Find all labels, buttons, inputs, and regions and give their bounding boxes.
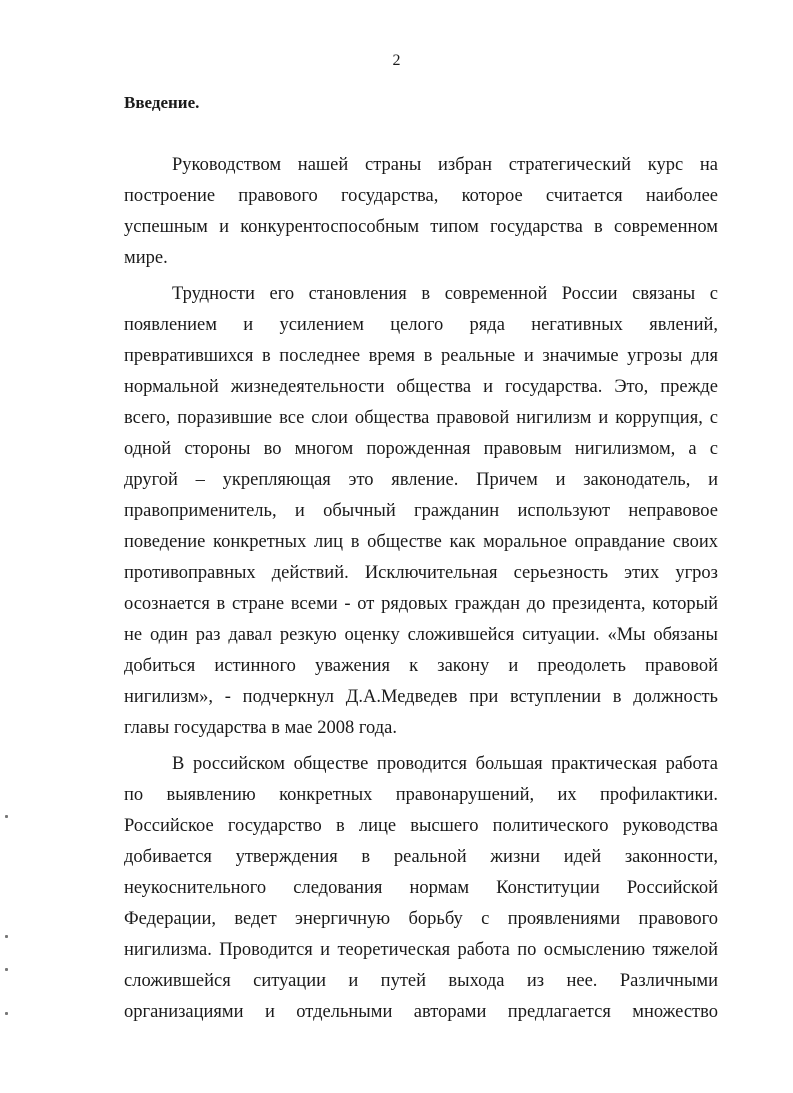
section-heading: Введение. [124,93,200,112]
text-line: организациями и отдельными авторами предлагается множество [124,1002,718,1022]
paragraph [124,150,718,274]
text-line: осознается в стране всеми - от рядовых граждан до президента, который [124,594,718,614]
text-line: появлением и усилением целого ряда негативных явлений, [124,315,718,335]
text-line: одной стороны во многом порожденная правовым нигилизмом, а с [124,439,718,459]
text-line: нигилизма. Проводится и теоретическая работа по осмыслению тяжелой [124,940,718,960]
text-line: успешным и конкурентоспособным типом государства в современном [124,217,718,237]
text-line: противоправных действий. Исключительная серьезность этих угроз [124,563,718,583]
text-line: главы государства в мае 2008 года. [124,718,397,738]
text-line: нормальной жизнедеятельности общества и государства. Это, прежде [124,377,718,397]
text-line: по выявлению конкретных правонарушений, их профилактики. [124,785,718,805]
text-line: В российском обществе проводится большая практическая работа [172,754,718,774]
text-line: сложившейся ситуации и путей выхода из нее. Различными [124,971,718,991]
scan-speck [5,935,8,938]
text-line: мире. [124,248,168,268]
text-line: превратившихся в последнее время в реальные и значимые угрозы для [124,346,718,366]
body-text [124,150,718,1028]
text-line: другой – укрепляющая это явление. Причем и законодатель, и [124,470,718,490]
text-line: неукоснительного следования нормам Конституции Российской [124,878,718,898]
text-line: не один раз давал резкую оценку сложившейся ситуации. «Мы обязаны [124,625,718,645]
text-line: правоприменитель, и обычный гражданин используют неправовое [124,501,718,521]
text-line: добиться истинного уважения к закону и преодолеть правовой [124,656,718,676]
text-line: построение правового государства, которое считается наиболее [124,186,718,206]
text-line: Руководством нашей страны избран стратегический курс на [172,155,718,175]
scan-speck [5,968,8,971]
page-number: 2 [392,52,401,69]
paragraph [124,749,718,1028]
text-line: Российское государство в лице высшего политического руководства [124,816,718,836]
text-line: Федерации, ведет энергичную борьбу с проявлениями правового [124,909,718,929]
text-line: нигилизм», - подчеркнул Д.А.Медведев при вступлении в должность [124,687,718,707]
paragraph [124,279,718,744]
text-line: Трудности его становления в современной России связаны с [172,284,718,304]
scan-speck [5,1012,8,1015]
text-line: всего, поразившие все слои общества правовой нигилизм и коррупция, с [124,408,718,428]
scan-speck [5,815,8,818]
text-line: добивается утверждения в реальной жизни идей законности, [124,847,718,867]
text-line: поведение конкретных лиц в обществе как моральное оправдание своих [124,532,718,552]
